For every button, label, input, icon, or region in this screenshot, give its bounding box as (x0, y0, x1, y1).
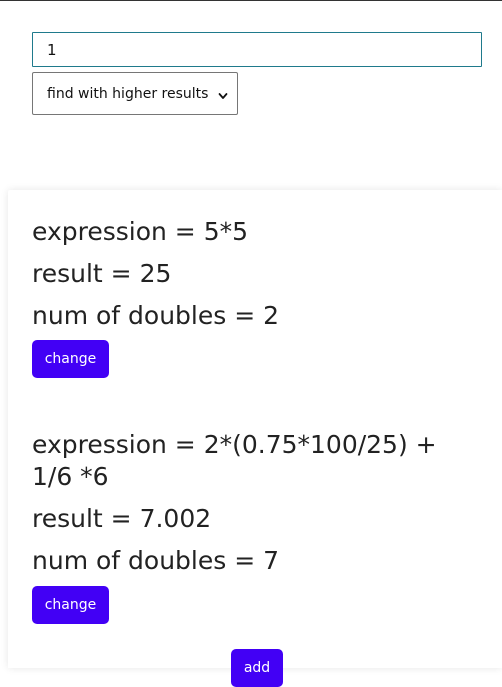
top-divider (0, 0, 502, 1)
chevron-down-icon (218, 89, 228, 99)
result-text: result = 7.002 (32, 504, 212, 533)
change-button[interactable]: change (32, 586, 109, 624)
mode-select-value: find with higher results (47, 85, 209, 102)
expression-text: expression = 2*(0.75*100/25) + 1/6 *6 (32, 430, 437, 491)
doubles-text: num of doubles = 2 (32, 301, 280, 330)
result-text: result = 25 (32, 259, 172, 288)
doubles-text: num of doubles = 7 (32, 546, 280, 575)
add-button[interactable]: add (231, 649, 283, 687)
result-entry (32, 216, 472, 332)
results-card (8, 190, 502, 676)
change-button[interactable]: change (32, 340, 109, 378)
search-input[interactable] (32, 32, 482, 67)
mode-select[interactable] (32, 72, 238, 115)
expression-text: expression = 5*5 (32, 217, 249, 246)
result-entry (32, 429, 472, 577)
